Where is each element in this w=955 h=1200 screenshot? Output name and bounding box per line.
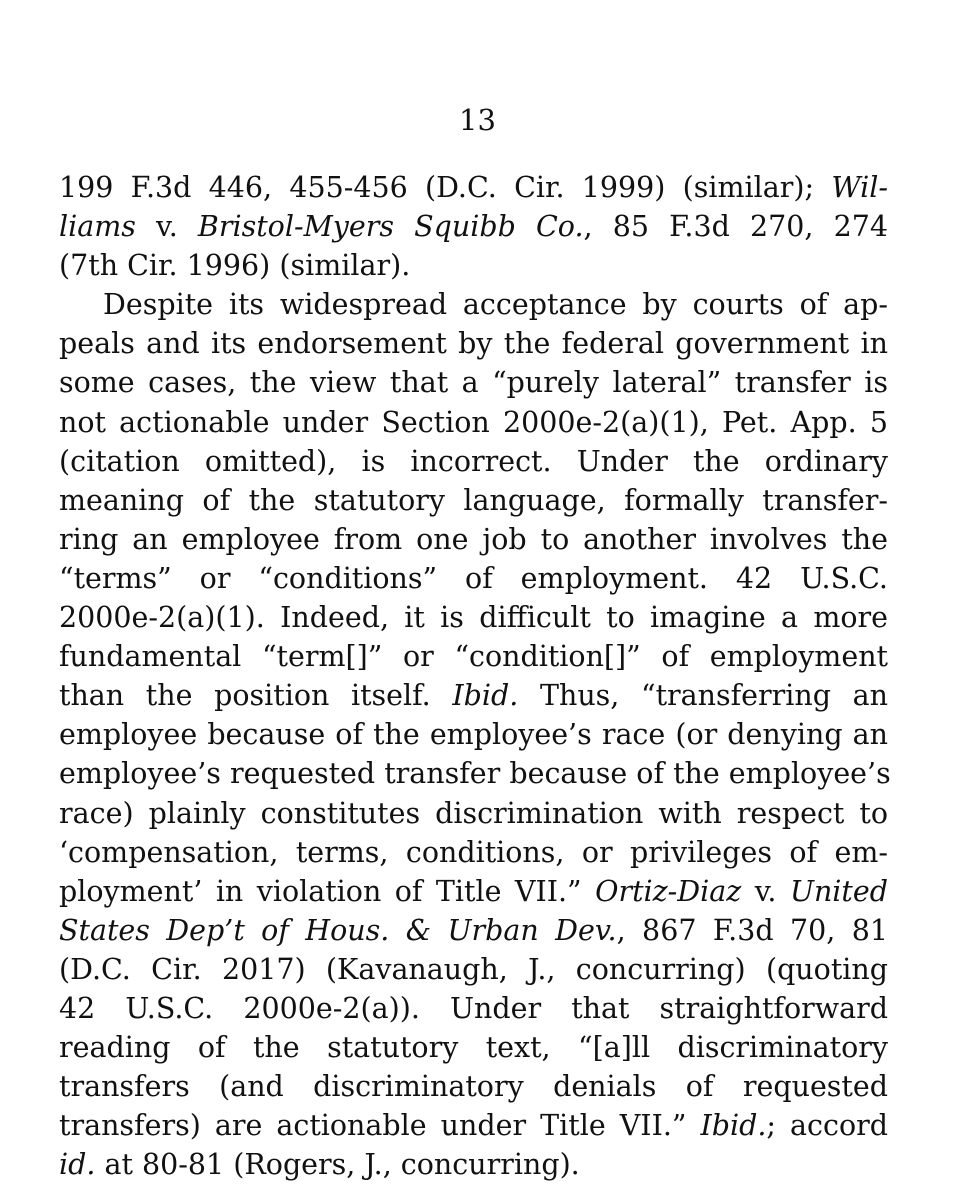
text-line bbox=[59, 715, 888, 754]
text-line bbox=[59, 911, 888, 950]
text-segment: v. bbox=[135, 210, 198, 244]
text-segment: employee because of the employee’s race (or denying an bbox=[59, 718, 888, 752]
text-line bbox=[59, 598, 888, 637]
text-line bbox=[59, 1028, 888, 1067]
text-line bbox=[59, 950, 888, 989]
text-line bbox=[59, 1067, 888, 1106]
text-line bbox=[59, 324, 888, 363]
text-segment: transfers) are actionable under Title VII.” bbox=[59, 1109, 701, 1143]
text-segment: meaning of the statutory language, formally transfer- bbox=[59, 483, 888, 517]
text-segment: ; accord bbox=[766, 1109, 888, 1143]
text-segment: , 867 F.3d 70, 81 bbox=[616, 913, 888, 947]
text-segment: not actionable under Section 2000e-2(a)(1), Pet. App. 5 bbox=[59, 405, 888, 439]
text-segment: ployment’ in violation of Title VII.” bbox=[59, 874, 596, 908]
italic-text: Wil- bbox=[831, 171, 888, 204]
text-line bbox=[59, 285, 888, 324]
page-number: 13 bbox=[459, 103, 496, 137]
text-line bbox=[59, 403, 888, 442]
italic-text: United bbox=[789, 874, 888, 908]
text-line bbox=[59, 207, 888, 246]
text-segment: “terms” or “conditions” of employment. 42 U.S.C. bbox=[59, 561, 888, 595]
text-segment: race) plainly constitutes discrimination with respect to bbox=[59, 796, 888, 830]
italic-text: liams bbox=[59, 210, 136, 244]
text-segment: ‘compensation, terms, conditions, or privileges of em- bbox=[59, 835, 888, 869]
text-segment: some cases, the view that a “purely lateral” transfer is bbox=[59, 366, 888, 400]
text-segment: transfers (and discriminatory denials of requested bbox=[59, 1070, 888, 1104]
text-segment: ring an employee from one job to another involves the bbox=[59, 522, 888, 556]
text-line bbox=[59, 794, 888, 833]
text-segment: 199 F.3d 446, 455-456 (D.C. Cir. 1999) (similar); bbox=[59, 171, 832, 204]
text-segment: reading of the statutory text, “[a]ll discriminatory bbox=[59, 1031, 888, 1065]
text-segment: at 80-81 (Rogers, J., concurring). bbox=[95, 1148, 580, 1182]
text-segment: Despite its widespread acceptance by courts of ap- bbox=[103, 288, 888, 322]
text-segment: (7th Cir. 1996) (similar). bbox=[59, 249, 411, 283]
document-body bbox=[59, 168, 891, 1184]
text-line bbox=[59, 442, 888, 481]
text-segment: , 85 F.3d 270, 274 bbox=[583, 210, 888, 244]
text-segment: (citation omitted), is incorrect. Under the ordinary bbox=[59, 444, 888, 478]
text-segment: v. bbox=[741, 874, 790, 908]
text-segment: Thus, “transferring an bbox=[518, 679, 888, 713]
italic-text: Ibid. bbox=[452, 679, 519, 713]
text-line bbox=[59, 754, 891, 793]
text-line bbox=[59, 246, 888, 285]
italic-text: States Dep’t of Hous. & Urban Dev. bbox=[59, 913, 617, 947]
italic-text: id. bbox=[59, 1148, 96, 1182]
text-segment: (D.C. Cir. 2017) (Kavanaugh, J., concurring) (quoting bbox=[59, 952, 888, 986]
text-segment: fundamental “term[]” or “condition[]” of employment bbox=[59, 640, 888, 674]
text-line bbox=[59, 676, 888, 715]
text-line bbox=[59, 1145, 888, 1184]
text-line bbox=[59, 637, 888, 676]
text-segment: employee’s requested transfer because of the employee’s bbox=[59, 757, 891, 791]
text-line bbox=[59, 520, 888, 559]
text-segment: peals and its endorsement by the federal government in bbox=[59, 327, 888, 361]
text-line bbox=[59, 833, 888, 872]
text-segment: 2000e-2(a)(1). Indeed, it is difficult to imagine a more bbox=[59, 601, 888, 635]
text-line bbox=[59, 481, 888, 520]
italic-text: Ortiz-Diaz bbox=[595, 874, 742, 908]
text-line bbox=[59, 989, 888, 1028]
text-segment: 42 U.S.C. 2000e-2(a)). Under that straightforward bbox=[59, 991, 888, 1025]
text-line bbox=[59, 872, 888, 911]
italic-text: Bristol-Myers Squibb Co. bbox=[197, 210, 584, 244]
text-line bbox=[59, 559, 888, 598]
italic-text: Ibid. bbox=[700, 1109, 767, 1143]
text-segment: than the position itself. bbox=[59, 679, 453, 713]
text-line bbox=[59, 168, 888, 207]
text-line bbox=[59, 363, 888, 402]
text-line bbox=[59, 1106, 888, 1145]
